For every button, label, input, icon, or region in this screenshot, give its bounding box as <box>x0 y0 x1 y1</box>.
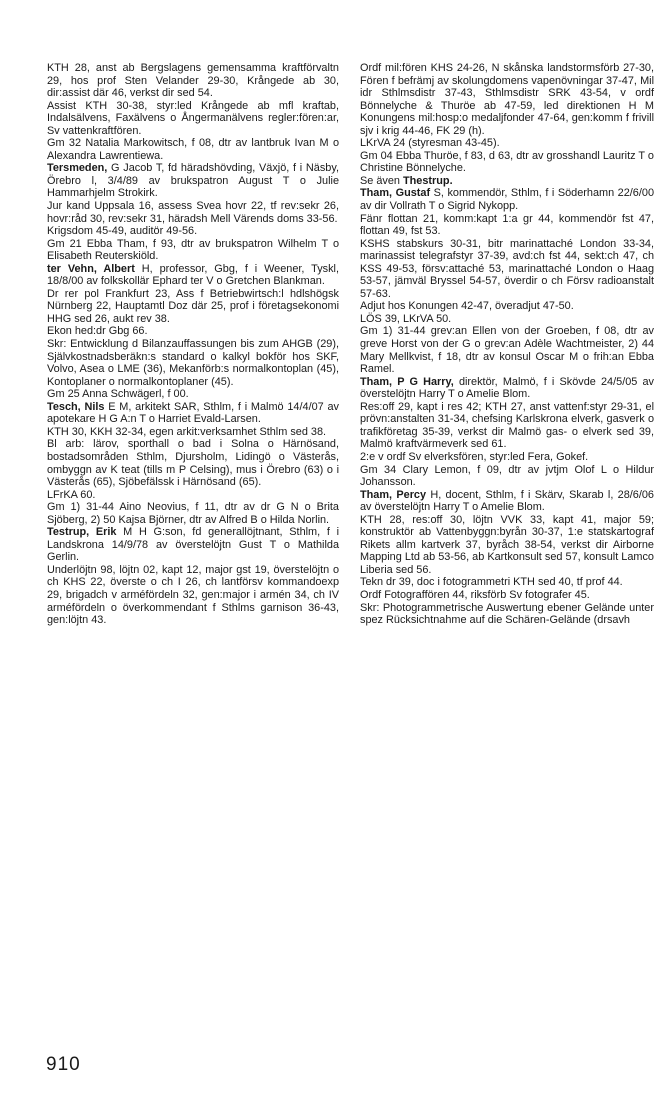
paragraph-text: Gm 25 Anna Schwägerl, f 00. <box>47 388 189 401</box>
paragraph-text: Gm 1) 31-44 Aino Neovius, f 11, dtr av dr G N o Brita Sjöberg, 2) 50 Kajsa Björner, dtr av Alfred B o Hilda Norlin. <box>47 501 339 526</box>
paragraph-text: Gm 21 Ebba Tham, f 93, dtr av brukspatron Wilhelm T o Elisabeth Reuterskiöld. <box>47 237 339 263</box>
text-paragraph <box>47 200 339 225</box>
text-paragraph <box>360 300 654 313</box>
paragraph-text: Tekn dr 39, doc i fotogrammetri KTH sed 40, tf prof 44. <box>360 576 623 589</box>
paragraph-text: Se även <box>360 174 403 187</box>
paragraph-text: Gm 32 Natalia Markowitsch, f 08, dtr av lantbruk Ivan M o Alexandra Lawrentiewa. <box>47 137 339 162</box>
entry-heading-paragraph <box>47 263 339 288</box>
text-paragraph <box>47 388 339 401</box>
right-column <box>360 62 654 627</box>
paragraph-text: Ordf mil:fören KHS 24-26, N skånska landstormsförb 27-30, Fören f befrämj av skolungdomens vapenövningar 37-47, Mil idr Sthlmsdistr 37-43, Sthlmsdistr SRK 43-54, v ordf Bönnelyche & Thuröe ab 47-59, led direktionen H M Konungens mil:hosp:o medaljfonder 47-64, gen:komm f frivill sjv i krig 44-46, FK 29 (h). <box>360 62 654 137</box>
person-name: ter Vehn, Albert <box>47 262 135 275</box>
paragraph-text: KSHS stabskurs 30-31, bitr marinattaché London 33-34, marinassist telegrafstyr 37-39, avd:ch fst 44, sekt:ch 47, ch KSS 49-53, försv:attaché 53, marinattaché London o Haag 53-57, jämväl Bryssel 54-57, överdir o ch Försv radioanstalt 57-63. <box>360 237 654 300</box>
text-paragraph <box>47 62 339 100</box>
paragraph-text: KTH 28, anst ab Bergslagens gemensamma kraftförvaltn 29, hos prof Sten Velander 29-30, Krångede ab 30, dir:assist där 46, verkst dir sed 54. <box>47 62 339 100</box>
paragraph-text: Fänr flottan 21, komm:kapt 1:a gr 44, kommendör fst 47, flottan 49, fst 53. <box>360 212 654 238</box>
person-name: Tesch, Nils <box>47 400 105 413</box>
left-column <box>47 62 339 627</box>
text-paragraph <box>47 501 339 526</box>
text-paragraph <box>47 238 339 263</box>
paragraph-text: Gm 1) 31-44 grev:an Ellen von der Groeben, f 08, dtr av greve Horst von der G o grev:an Adèle Wachtmeister, 2) 44 Mary Mellkvist, f 18, dtr av konsul Oscar M o frih:an Ebba Ramel. <box>360 325 654 376</box>
text-paragraph <box>47 137 339 162</box>
paragraph-text: LKrVA 24 (styresman 43-45). <box>360 137 500 150</box>
text-paragraph <box>47 426 339 439</box>
paragraph-text: Adjut hos Konungen 42-47, överadjut 47-50. <box>360 300 574 313</box>
paragraph-text: E M, arkitekt SAR, Sthlm, f i Malmö 14/4/07 av apotekare H G A:n T o Harriet Evald-Larsen. <box>47 400 339 426</box>
text-paragraph <box>360 62 654 137</box>
text-paragraph <box>47 438 339 488</box>
text-paragraph <box>360 213 654 238</box>
paragraph-text: Krigsdom 45-49, auditör 49-56. <box>47 225 198 238</box>
paragraph-text: Res:off 29, kapt i res 42; KTH 27, anst vattenf:styr 29-31, el prövn:anstalten 31-34, chefsing Karlskrona elverk, gasverk o trafikföretag 35-39, verkst dir Malmö gas- o elverk sed 39, Malmö kraftvärmeverk sed 61. <box>360 400 654 451</box>
page-number: 910 <box>46 1054 81 1075</box>
text-paragraph <box>360 401 654 451</box>
text-paragraph <box>47 325 339 338</box>
paragraph-text: Skr: Photogrammetrische Auswertung ebener Gelände unter spez Rücksichtnahme auf die Schären-Gelände (drsavh <box>360 601 654 627</box>
text-paragraph <box>47 225 339 238</box>
person-name: Testrup, Erik <box>47 526 117 539</box>
text-paragraph <box>47 100 339 138</box>
paragraph-text: KTH 28, res:off 30, löjtn VVK 33, kapt 41, major 59; konstruktör ab Vattenbyggn:byrån 30-37, 1:e statskartograf Rikets allm kartverk 37, byråch 38-54, verkst dir Airborne Mapping Ltd ab 53-56, ab Kartkonsult sed 57, konsult Lamco Liberia sed 56. <box>360 513 654 576</box>
text-paragraph <box>360 313 654 326</box>
person-name: Tham, Percy <box>360 488 427 501</box>
paragraph-text: Jur kand Uppsala 16, assess Svea hovr 22, tf rev:sekr 26, hovr:råd 30, rev:sekr 31, häradsh Mell Värends doms 33-56. <box>47 200 339 225</box>
text-paragraph <box>360 576 654 589</box>
paragraph-text: H, professor, Gbg, f i Weener, Tyskl, 18/8/00 av folkskollär Ephard ter V o Gretchen Blankman. <box>47 262 339 288</box>
paragraph-text: Bl arb: lärov, sporthall o bad i Solna o Härnösand, bostadsområden Sthlm, Djursholm, Lidingö o Västerås, ombyggn av K teat (tills m P Celsing), mus i Örebro (63) o i Västerås (65), Sjöbefälssk i Härnösand (65). <box>47 438 339 489</box>
text-paragraph <box>360 602 654 627</box>
text-paragraph <box>47 489 339 502</box>
person-name: Tham, P G Harry, <box>360 375 454 388</box>
text-paragraph <box>360 589 654 602</box>
text-paragraph <box>360 325 654 375</box>
paragraph-text: M H G:son, fd generallöjtnant, Sthlm, f i Landskrona 14/9/78 av överstelöjtn Gust T o Mathilda Gerlin. <box>47 526 340 564</box>
paragraph-text: Underlöjtn 98, löjtn 02, kapt 12, major gst 19, överstelöjtn o ch KHS 22, överste o ch I 26, ch lantförsv kommandoexp 29, brigadch v arméfördeln 32, gen:major i armén 34, ch IV arméfördeln o överkommendant f Sthlms garnison 36-43, gen:löjtn 43. <box>47 563 339 627</box>
entry-heading-paragraph <box>360 489 654 514</box>
entry-heading-paragraph <box>360 187 654 212</box>
paragraph-text: Skr: Entwicklung d Bilanzauffassungen bis zum AHGB (29), Självkostnadsberäkn:s standard o kalkyl bokför hos SKF, Volvo, Asea o LME (36), Mekanförb:s normalkontoplan (45), Kontoplaner o normalkontoplaner (45). <box>47 338 339 388</box>
text-paragraph <box>47 288 339 326</box>
paragraph-text: G Jacob T, fd häradshövding, Växjö, f i Näsby, Örebro l, 3/4/89 av brukspatron August T o Julie Hammarhjelm Strokirk. <box>47 162 339 200</box>
paragraph-text: direktör, Malmö, f i Skövde 24/5/05 av överstelöjtn Harry T o Amelie Blom. <box>360 375 654 401</box>
text-paragraph <box>360 150 654 175</box>
paragraph-text: 2:e v ordf Sv elverksfören, styr:led Fera, Gokef. <box>360 450 589 463</box>
person-name: Tham, Gustaf <box>360 187 431 200</box>
person-name: Tersmeden, <box>47 162 108 175</box>
text-paragraph <box>360 451 654 464</box>
paragraph-text: Ekon hed:dr Gbg 66. <box>47 325 148 338</box>
text-paragraph <box>360 238 654 301</box>
text-paragraph <box>47 564 339 627</box>
paragraph-text: H, docent, Sthlm, f i Skärv, Skarab l, 28/6/06 av överstelöjtn Harry T o Amelie Blom. <box>360 488 654 514</box>
text-paragraph <box>360 464 654 489</box>
paragraph-text: LÖS 39, LKrVA 50. <box>360 312 452 325</box>
entry-heading-paragraph <box>360 376 654 401</box>
cross-reference: Thestrup. <box>403 174 453 187</box>
text-paragraph <box>47 338 339 388</box>
entry-heading-paragraph <box>47 162 339 200</box>
text-paragraph <box>360 137 654 150</box>
text-paragraph <box>360 175 654 188</box>
paragraph-text: Ordf Fotograffören 44, riksförb Sv fotografer 45. <box>360 588 590 601</box>
entry-heading-paragraph <box>47 401 339 426</box>
paragraph-text: S, kommendör, Sthlm, f i Söderhamn 22/6/00 av dir Vollrath T o Sigrid Nykopp. <box>360 187 655 213</box>
paragraph-text: Gm 04 Ebba Thuröe, f 83, d 63, dtr av grosshandl Lauritz T o Christine Bönnelyche. <box>360 149 654 175</box>
paragraph-text: Gm 34 Clary Lemon, f 09, dtr av jvtjm Olof L o Hildur Johansson. <box>360 463 654 489</box>
entry-heading-paragraph <box>47 526 339 564</box>
paragraph-text: Dr rer pol Frankfurt 23, Ass f Betriebwirtsch:l hdlshögsk Nürnberg 22, Hauptamtl Doz där 25, prof i företagsekonomi HHG sed 26, aukt rev 38. <box>47 287 339 325</box>
paragraph-text: Assist KTH 30-38, styr:led Krångede ab mfl kraftab, Indalsälvens, Faxälvens o Ångermanälvens regler:fören:ar, Sv vattenkraftfören. <box>47 99 339 137</box>
paragraph-text: KTH 30, KKH 32-34, egen arkit:verksamhet Sthlm sed 38. <box>47 425 327 438</box>
text-paragraph <box>360 514 654 577</box>
paragraph-text: LFrKA 60. <box>47 488 96 501</box>
